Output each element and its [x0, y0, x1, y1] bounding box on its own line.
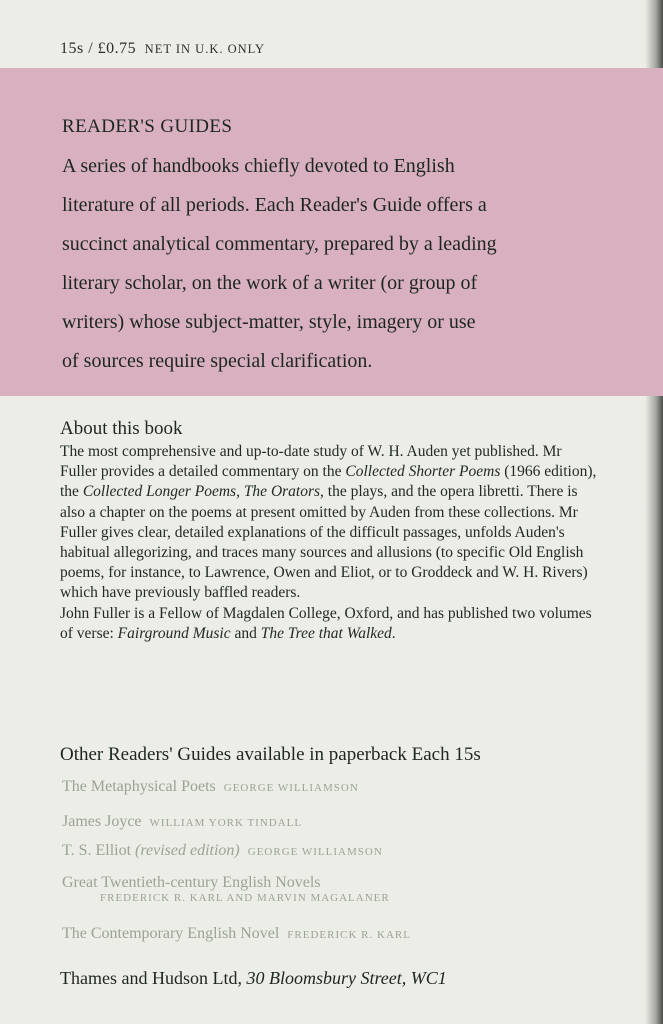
readers-guides-line: writers) whose subject-matter, style, imagery or use	[62, 311, 476, 333]
guide-item	[62, 874, 321, 892]
readers-guides-title: READER'S GUIDES	[62, 116, 233, 137]
readers-guides-description	[62, 147, 562, 381]
readers-guides-line: of sources require special clarification.	[62, 350, 373, 372]
guide-item	[62, 925, 411, 943]
author-paragraph	[60, 604, 600, 644]
publisher-line	[60, 968, 447, 989]
guide-title: T. S. Elliot	[62, 842, 132, 859]
readers-guides-line: literary scholar, on the work of a writer (or group of	[62, 272, 478, 294]
guide-author: FREDERICK R. KARL AND MARVIN MAGALANER	[100, 892, 390, 904]
guide-title: Great Twentieth-century English Novels	[62, 874, 321, 891]
about-text: .	[391, 624, 396, 642]
guide-item	[62, 842, 383, 860]
price-note: NET IN U.K. ONLY	[144, 42, 266, 56]
about-text: , the plays, and the opera libretti. There is also a chapter on the poems at present omitted by Auden from these collections. Mr Fuller gives clear, detailed explanations of the difficult passages, unfolds Auden's habitual allegorizing, and traces many sources and allusions (to specific Old English poems, for instance, to Lawrence, Owen and Eliot, or to Groddeck and W. H. Rivers) which have previously baffled readers.	[60, 483, 588, 602]
guide-title: The Contemporary English Novel	[62, 925, 280, 942]
about-title: About this book	[60, 418, 183, 439]
about-book-title: Collected Shorter Poems	[345, 463, 501, 481]
guide-author: FREDERICK R. KARL	[287, 929, 411, 941]
about-book-title: Fairground Music	[117, 624, 231, 642]
guide-item	[62, 778, 359, 796]
guide-author: GEORGE WILLIAMSON	[247, 846, 383, 858]
readers-guides-line: A series of handbooks chiefly devoted to English	[62, 155, 455, 177]
guide-author: WILLIAM YORK TINDALL	[149, 817, 303, 829]
guide-title: The Metaphysical Poets	[62, 778, 216, 795]
about-book-title: Collected Longer Poems, The Orators	[82, 483, 321, 501]
about-paragraph	[60, 442, 600, 604]
about-text: The most comprehensive and up-to-date study of W. H. Auden yet published. Mr Fuller provides a detailed commentary on the	[60, 443, 562, 481]
about-book-title: The Tree that Walked	[260, 624, 392, 642]
readers-guides-line: succinct analytical commentary, prepared by a leading	[62, 233, 497, 255]
guide-author: GEORGE WILLIAMSON	[223, 782, 359, 794]
price-line	[60, 40, 265, 58]
price-amount: 15s / £0.75	[60, 40, 137, 57]
readers-guides-line: literature of all periods. Each Reader's Guide offers a	[62, 194, 487, 216]
guide-item	[62, 813, 302, 831]
guide-title: James Joyce	[62, 813, 142, 830]
about-text: and	[230, 624, 261, 642]
about-text: (1966 edition), the	[60, 463, 597, 501]
publisher-address: 30 Bloomsbury Street, WC1	[246, 968, 447, 988]
about-text: John Fuller is a Fellow of Magdalen College, Oxford, and has published two volumes of verse:	[60, 604, 592, 642]
guide-note: (revised edition)	[135, 842, 240, 859]
other-guides-title: Other Readers' Guides available in paperback Each 15s	[60, 744, 481, 765]
about-body	[60, 442, 600, 644]
publisher-name: Thames and Hudson Ltd,	[60, 968, 242, 988]
